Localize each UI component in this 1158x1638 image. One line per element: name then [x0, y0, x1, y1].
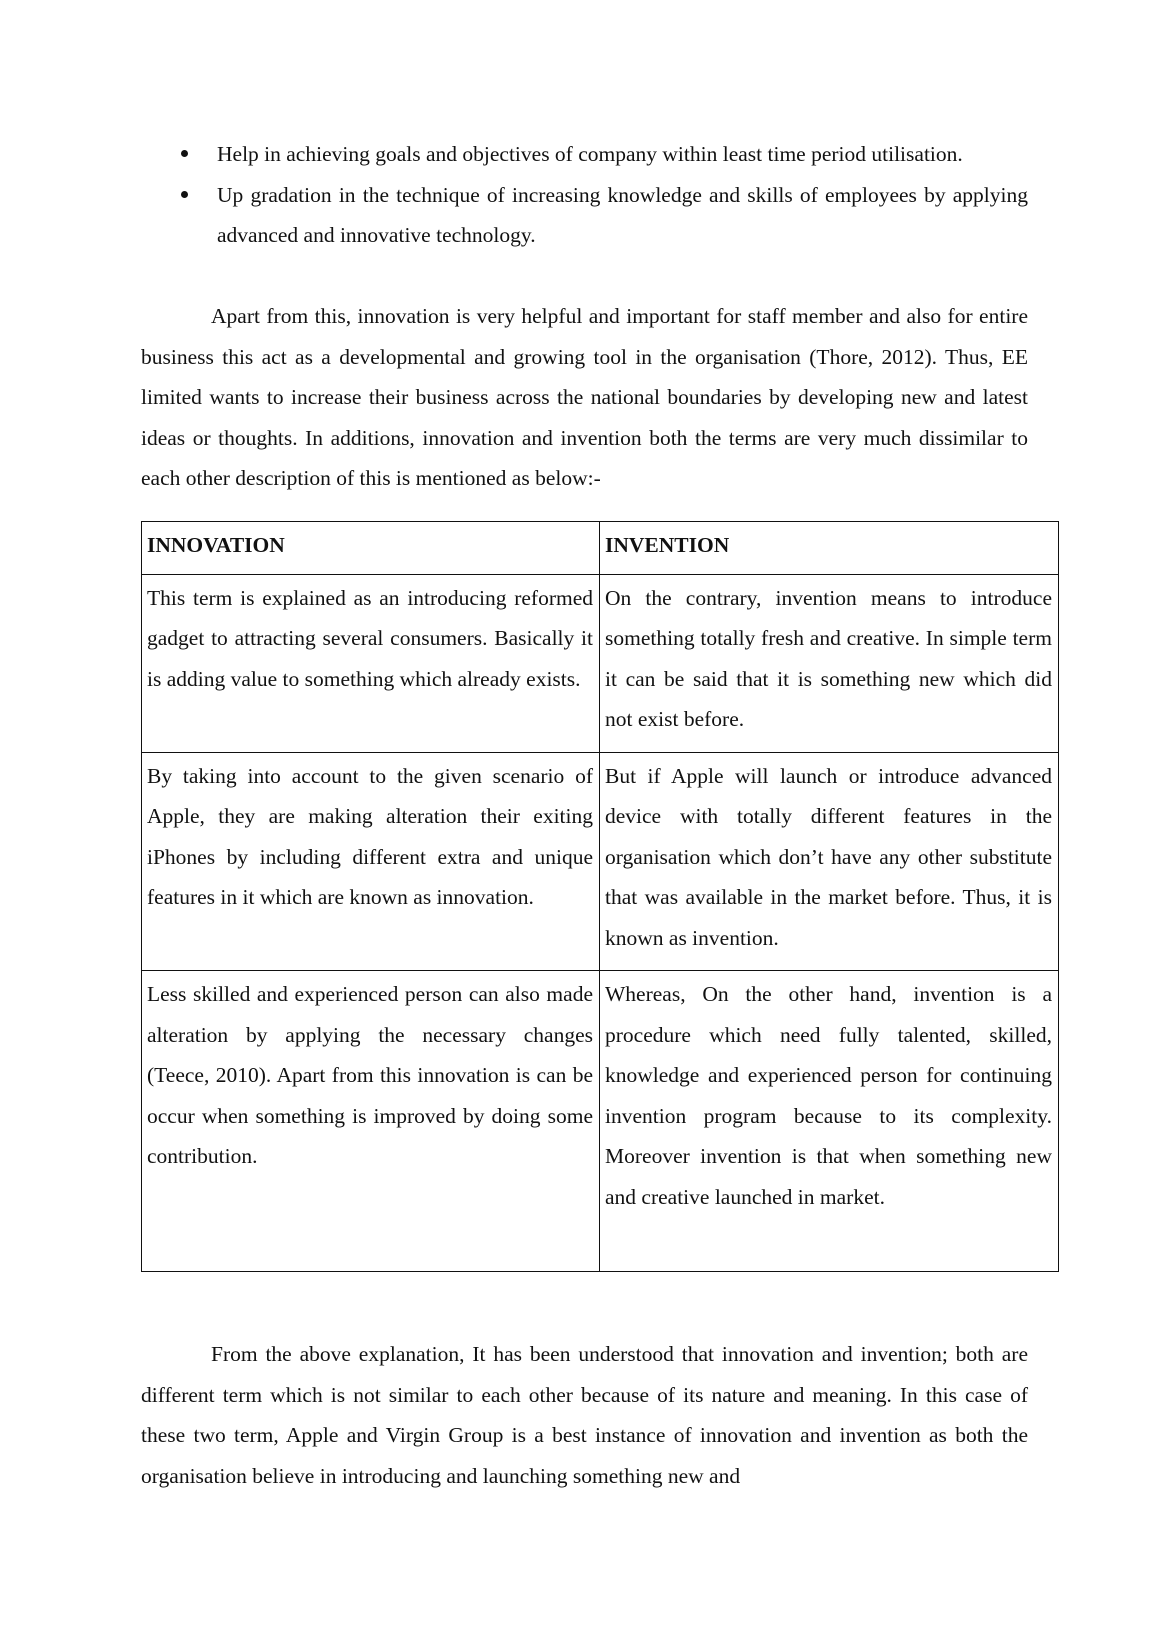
table-header-innovation: INNOVATION	[142, 522, 600, 575]
table-row	[142, 574, 1059, 752]
table-cell: By taking into account to the given scenario of Apple, they are making alteration their exiting iPhones by including different extra and unique features in it which are known as innovation.	[142, 752, 600, 971]
bullet-dot-icon	[181, 191, 188, 198]
table-cell: On the contrary, invention means to introduce something totally fresh and creative. In simple term it can be said that it is something new which did not exist before.	[600, 574, 1059, 752]
table-cell: This term is explained as an introducing reformed gadget to attracting several consumers. Basically it is adding value to something which already exists.	[142, 574, 600, 752]
bullet-item	[170, 175, 1028, 256]
comparison-table	[141, 521, 1059, 1272]
bullet-text: Up gradation in the technique of increasing knowledge and skills of employees by applying advanced and innovative technology.	[217, 182, 1028, 247]
conclusion-paragraph: From the above explanation, It has been understood that innovation and invention; both are different term which is not similar to each other because of its nature and meaning. In this case of these two term, Apple and Virgin Group is a best instance of innovation and invention as both the organisation believe in introducing and launching something new and	[141, 1342, 1028, 1488]
table-row	[142, 752, 1059, 971]
bullet-item	[170, 134, 1028, 175]
table-cell: Whereas, On the other hand, invention is a procedure which need fully talented, skilled, knowledge and experienced person for continuing invention program because to its complexity. Moreover invention is that when something new and creative launched in market.	[600, 971, 1059, 1272]
bullet-list	[170, 134, 1028, 256]
table-cell: Less skilled and experienced person can also made alteration by applying the necessary changes (Teece, 2010). Apart from this innovation is can be occur when something is improved by doing some contribution.	[142, 971, 600, 1272]
bullet-dot-icon	[181, 150, 188, 157]
bullet-text: Help in achieving goals and objectives of company within least time period utilisation.	[217, 142, 963, 166]
table-header-row	[142, 522, 1059, 575]
intro-paragraph: Apart from this, innovation is very helpful and important for staff member and also for entire business this act as a developmental and growing tool in the organisation (Thore, 2012). Thus, EE limited wants to increase their business across the national boundaries by developing new and latest ideas or thoughts. In additions, innovation and invention both the terms are very much dissimilar to each other description of this is mentioned as below:-	[141, 304, 1028, 490]
table-cell: But if Apple will launch or introduce advanced device with totally different features in the organisation which don’t have any other substitute that was available in the market before. Thus, it is known as invention.	[600, 752, 1059, 971]
table-header-invention: INVENTION	[600, 522, 1059, 575]
table-row	[142, 971, 1059, 1272]
